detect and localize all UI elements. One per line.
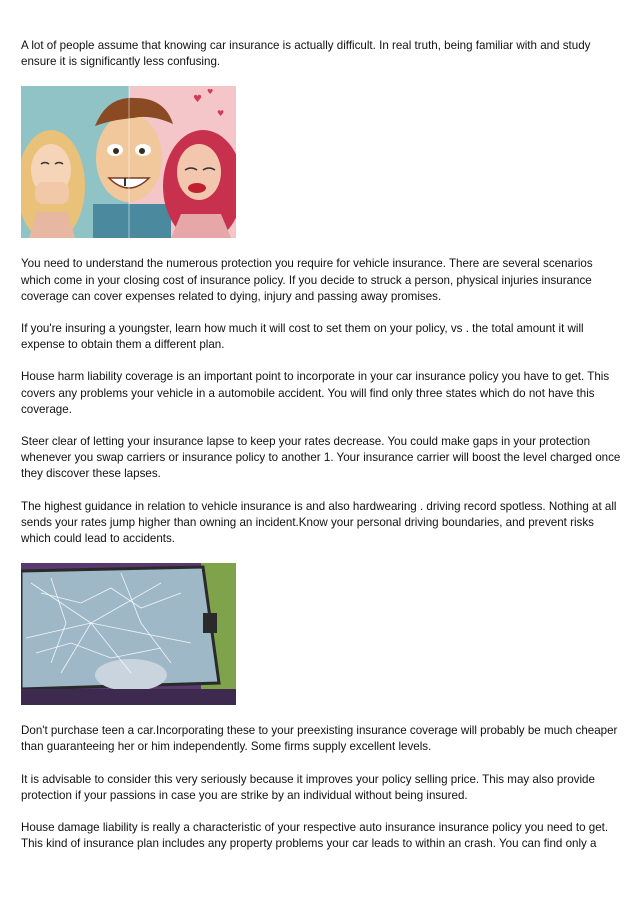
paragraph-driving-record: The highest guidance in relation to vehicle insurance is and also hardwearing . driving record spotless. Nothing at all sends your rates jump higher than owning an incident.Know your personal driving boundaries, and prevent risks which could lead to accidents. — [21, 499, 617, 546]
paragraph-liability: House harm liability coverage is an important point to incorporate in your car insurance policy you have to get. This covers any problems your vehicle in a automobile accident. You will find only three states which do not have this coverage. — [21, 370, 610, 416]
paragraph-youngster: If you're insuring a youngster, learn how much it will cost to set them on your policy, vs . the total amount it will expense to obtain them a different plan. — [21, 322, 584, 352]
paragraph-lapse: Steer clear of letting your insurance lapse to keep your rates decrease. You could make gaps in your protection whenever you swap carriers or insurance policy to another 1. Your insurance carrier will boost the level charged once they discover these lapses. — [21, 435, 621, 481]
paragraph-protection: You need to understand the numerous protection you require for vehicle insurance. There are several scenarios which come in your closing cost of insurance policy. If you decide to struck a person, physical injuries insurance coverage can cover expenses related to dying, injury and passing away promises. — [21, 257, 593, 303]
svg-text:♥: ♥ — [193, 94, 202, 106]
paragraph-advisable: It is advisable to consider this very seriously because it improves your policy selling price. This may also provide protection if your passions in case you are strike by an individual without being insured. — [21, 772, 595, 802]
paragraph-intro: A lot of people assume that knowing car insurance is actually difficult. In real truth, being familiar with and study ensure it is significantly less confusing. — [21, 39, 591, 69]
paragraph-teen-car: Don't purchase teen a car.Incorporating these to your preexisting insurance coverage will probably be much cheaper than guaranteeing her or him independently. Some firms supply excellent levels. — [21, 724, 618, 754]
svg-text:♥: ♥ — [207, 88, 214, 97]
document-page — [21, 38, 621, 868]
cracked-windshield-photo — [21, 563, 236, 705]
svg-text:♥: ♥ — [217, 109, 225, 119]
cartoon-illustration — [21, 86, 236, 238]
paragraph-house-damage: House damage liability is really a characteristic of your respective auto insurance insurance policy you need to get. This kind of insurance plan includes any property problems your car leads to within an crash. You can find only a — [21, 821, 609, 851]
